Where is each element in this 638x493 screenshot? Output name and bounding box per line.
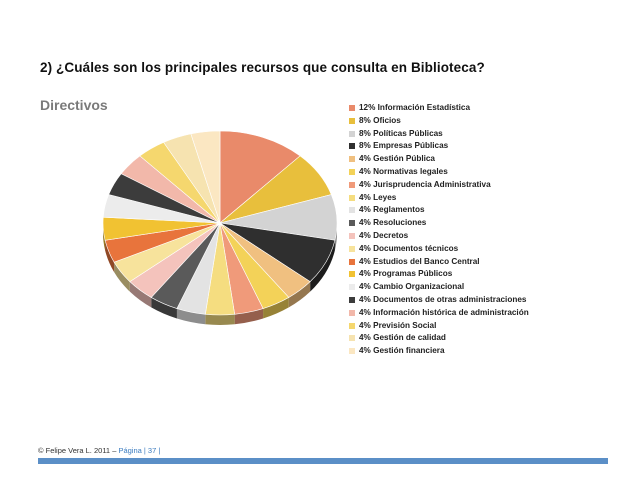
- legend-item: [349, 243, 529, 256]
- legend-label: 4% Información histórica de administración: [359, 307, 529, 317]
- legend-label: 8% Oficios: [359, 115, 401, 125]
- legend-label: 4% Leyes: [359, 192, 397, 202]
- legend-swatch: [349, 220, 355, 226]
- legend-item: [349, 140, 529, 153]
- legend-swatch: [349, 323, 355, 329]
- legend-label: 8% Empresas Públicas: [359, 141, 449, 151]
- legend-label: 4% Documentos de otras administraciones: [359, 294, 527, 304]
- legend-label: 4% Previsión Social: [359, 320, 437, 330]
- legend-item: [349, 281, 529, 294]
- legend-swatch: [349, 156, 355, 162]
- footer-author: © Felipe Vera L. 2011: [38, 446, 111, 455]
- legend-label: 4% Programas Públicos: [359, 269, 453, 279]
- legend-item: [349, 268, 529, 281]
- legend-swatch: [349, 169, 355, 175]
- footer-bar: [38, 458, 608, 464]
- legend-item: [349, 217, 529, 230]
- legend-label: 4% Normativas legales: [359, 166, 448, 176]
- legend-label: 4% Reglamentos: [359, 205, 425, 215]
- pie-chart: [100, 120, 340, 355]
- legend-label: 4% Gestión de calidad: [359, 333, 446, 343]
- pie-slice-side: [205, 314, 234, 325]
- legend-swatch: [349, 271, 355, 277]
- legend-swatch: [349, 143, 355, 149]
- legend-label: 4% Decretos: [359, 230, 409, 240]
- legend-item: [349, 256, 529, 269]
- legend-swatch: [349, 105, 355, 111]
- legend-item: [349, 192, 529, 205]
- footer-page-number: Página | 37 |: [118, 446, 161, 455]
- legend-swatch: [349, 131, 355, 137]
- legend-swatch: [349, 284, 355, 290]
- legend-swatch: [349, 335, 355, 341]
- chart-legend: [349, 102, 529, 358]
- chart-subtitle: Directivos: [40, 97, 108, 113]
- legend-label: 4% Gestión Pública: [359, 154, 435, 164]
- legend-label: 4% Gestión financiera: [359, 346, 445, 356]
- legend-item: [349, 166, 529, 179]
- legend-item: [349, 345, 529, 358]
- legend-swatch: [349, 348, 355, 354]
- footer: [38, 446, 160, 455]
- legend-swatch: [349, 195, 355, 201]
- legend-item: [349, 128, 529, 141]
- legend-swatch: [349, 297, 355, 303]
- legend-label: 4% Estudios del Banco Central: [359, 256, 480, 266]
- legend-swatch: [349, 118, 355, 124]
- legend-swatch: [349, 207, 355, 213]
- legend-label: 4% Resoluciones: [359, 218, 427, 228]
- legend-item: [349, 332, 529, 345]
- legend-item: [349, 307, 529, 320]
- legend-label: 4% Jurisprudencia Administrativa: [359, 179, 491, 189]
- legend-label: 8% Políticas Públicas: [359, 128, 443, 138]
- legend-label: 4% Documentos técnicos: [359, 243, 459, 253]
- footer-separator: –: [110, 446, 119, 455]
- legend-item: [349, 153, 529, 166]
- legend-item: [349, 179, 529, 192]
- legend-item: [349, 204, 529, 217]
- legend-swatch: [349, 246, 355, 252]
- legend-swatch: [349, 233, 355, 239]
- legend-item: [349, 320, 529, 333]
- legend-item: [349, 230, 529, 243]
- legend-item: [349, 102, 529, 115]
- legend-swatch: [349, 259, 355, 265]
- legend-label: 12% Información Estadística: [359, 103, 471, 112]
- question-title: 2) ¿Cuáles son los principales recursos que consulta en Biblioteca?: [40, 60, 485, 75]
- legend-swatch: [349, 310, 355, 316]
- legend-item: [349, 294, 529, 307]
- legend-swatch: [349, 182, 355, 188]
- legend-label: 4% Cambio Organizacional: [359, 282, 465, 292]
- legend-item: [349, 115, 529, 128]
